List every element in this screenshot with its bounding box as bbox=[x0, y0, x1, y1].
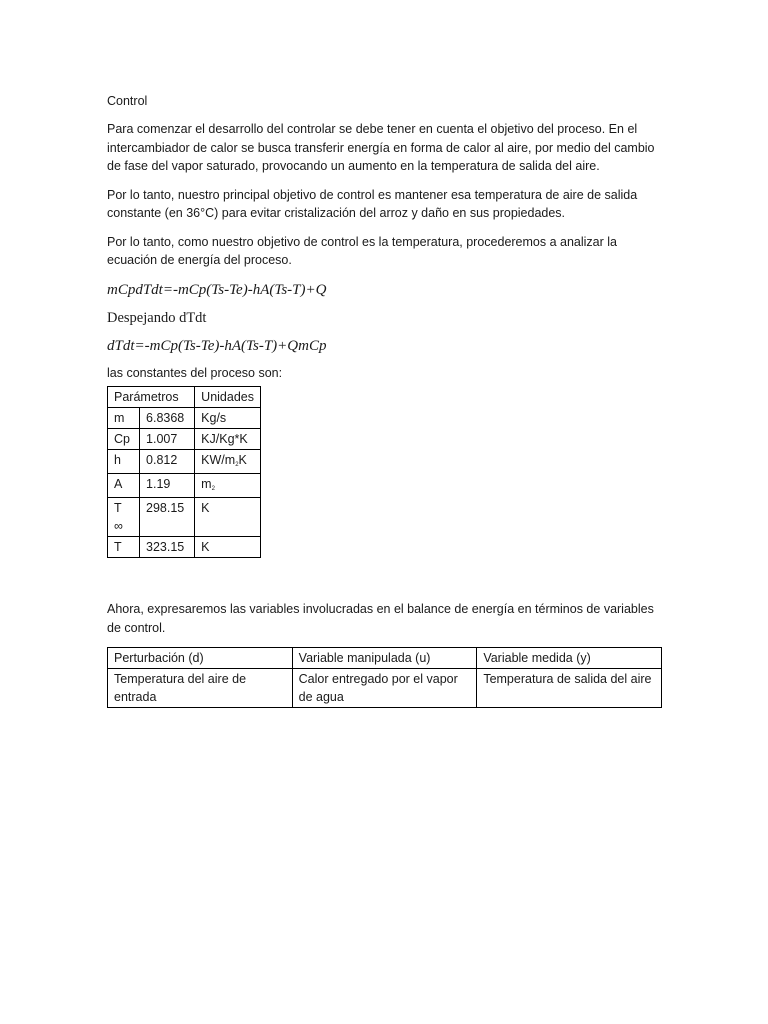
param-symbol: T bbox=[114, 501, 122, 515]
table-header-cell: Parámetros bbox=[108, 387, 195, 408]
solve-label: Despejando dTdt bbox=[107, 309, 207, 326]
param-value: 1.007 bbox=[140, 429, 195, 450]
table-cell: Calor entregado por el vapor de agua bbox=[292, 669, 477, 708]
table-row bbox=[108, 408, 261, 429]
param-unit: Kg/s bbox=[195, 408, 261, 429]
param-value: 298.15 bbox=[140, 498, 195, 537]
param-unit-cell bbox=[195, 474, 261, 498]
energy-equation: mCpdTdt=-mCp(Ts-Te)-hA(Ts-T)+Q bbox=[107, 281, 327, 298]
paragraph-objective: Por lo tanto, nuestro principal objetivo de control es mantener esa temperatura de aire de salida constante (en 36°C) para evitar cristalización del arroz y daño en sus propiedades. bbox=[107, 187, 638, 220]
param-unit: m bbox=[201, 477, 212, 491]
constants-intro: las constantes del proceso son: bbox=[107, 365, 283, 380]
param-symbol: h bbox=[108, 450, 140, 474]
paragraph-intro: Para comenzar el desarrollo del controlar se debe tener en cuenta el objetivo del proceso. En el intercambiador de calor se busca transferir energía en forma de calor al aire, por medio del cambio de fase del vapor saturado, provocando un aumento en la temperatura de salida del aire. bbox=[107, 122, 655, 173]
table-header-cell: Perturbación (d) bbox=[108, 648, 293, 669]
param-symbol: T bbox=[108, 537, 140, 558]
table-row bbox=[108, 669, 662, 708]
param-symbol: m bbox=[108, 408, 140, 429]
param-symbol-subscript: ∞ bbox=[114, 519, 123, 533]
param-unit: KJ/Kg*K bbox=[195, 429, 261, 450]
table-header-cell: Unidades bbox=[195, 387, 261, 408]
control-variables-table bbox=[107, 647, 662, 708]
parameters-table bbox=[107, 386, 261, 558]
param-unit: K bbox=[195, 537, 261, 558]
param-symbol-cell bbox=[108, 498, 140, 537]
param-value: 0.812 bbox=[140, 450, 195, 474]
param-unit-suffix: K bbox=[238, 453, 247, 467]
unit-superscript: 2 bbox=[235, 462, 239, 468]
table-row bbox=[108, 429, 261, 450]
section-heading: Control bbox=[107, 94, 148, 108]
param-value: 6.8368 bbox=[140, 408, 195, 429]
table-row bbox=[108, 498, 261, 537]
param-symbol: A bbox=[108, 474, 140, 498]
table-header-row bbox=[108, 648, 662, 669]
table-row bbox=[108, 450, 261, 474]
table-cell: Temperatura del aire de entrada bbox=[108, 669, 293, 708]
paragraph-analysis: Por lo tanto, como nuestro objetivo de control es la temperatura, procederemos a analizar la ecuación de energía del proceso. bbox=[107, 234, 617, 267]
table-header-cell: Variable manipulada (u) bbox=[292, 648, 477, 669]
table-cell: Temperatura de salida del aire bbox=[477, 669, 662, 708]
variables-intro: Ahora, expresaremos las variables involucradas en el balance de energía en términos de variables de control. bbox=[107, 602, 654, 635]
derivative-equation: dTdt=-mCp(Ts-Te)-hA(Ts-T)+QmCp bbox=[107, 337, 327, 354]
unit-superscript: 2 bbox=[211, 486, 215, 492]
param-unit: K bbox=[195, 498, 261, 537]
param-unit: KW/m bbox=[201, 453, 236, 467]
table-row bbox=[108, 537, 261, 558]
param-symbol: Cp bbox=[108, 429, 140, 450]
param-value: 323.15 bbox=[140, 537, 195, 558]
table-header-row bbox=[108, 387, 261, 408]
document-body bbox=[107, 92, 667, 708]
param-value: 1.19 bbox=[140, 474, 195, 498]
param-unit-cell bbox=[195, 450, 261, 474]
table-header-cell: Variable medida (y) bbox=[477, 648, 662, 669]
table-row bbox=[108, 474, 261, 498]
